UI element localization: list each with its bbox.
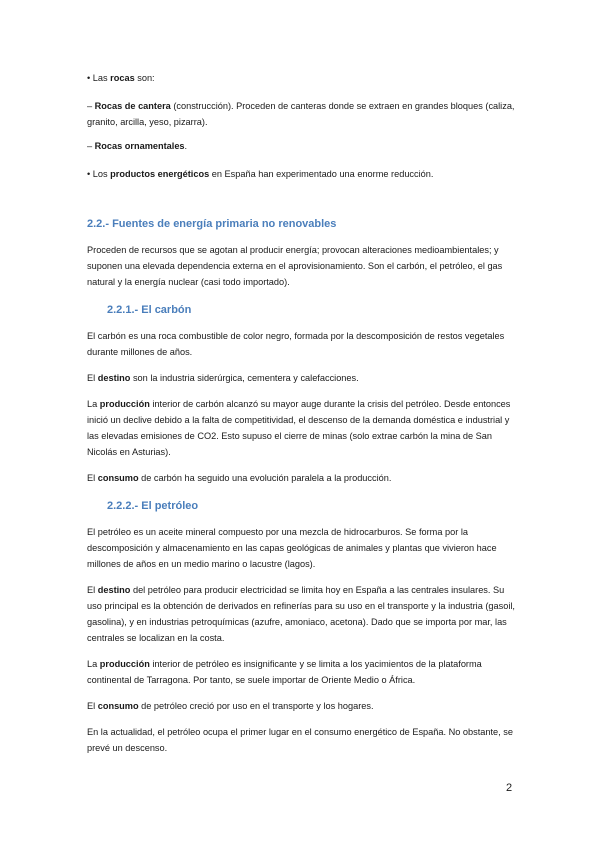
petroleo-paragraph-consumo: El consumo de petróleo creció por uso en el transporte y los hogares.	[87, 701, 374, 711]
bullet-productos-energeticos: • Los productos energéticos en España han experimentado una enorme reducción.	[87, 169, 434, 179]
petroleo-paragraph-produccion: La producción interior de petróleo es insignificante y se limita a los yacimientos de la plataforma continental de Tarragona. Por tanto, se suele importar de Oriente Medio o África.	[87, 659, 482, 685]
section-2-2-intro: Proceden de recursos que se agotan al producir energía; provocan alteraciones medioambientales; y suponen una elevada dependencia externa en el aprovisionamiento. Son el carbón, el petróleo, el gas natural y la energía nuclear (casi todo importado).	[87, 245, 503, 287]
section-heading-2-2-2: 2.2.2.- El petróleo	[107, 500, 199, 512]
page-number: 2	[506, 782, 513, 794]
carbon-paragraph-consumo: El consumo de carbón ha seguido una evolución paralela a la producción.	[87, 473, 392, 483]
section-heading-2-2-1: 2.2.1.- El carbón	[107, 304, 192, 316]
carbon-paragraph-1: El carbón es una roca combustible de color negro, formada por la descomposición de restos vegetales durante millones de años.	[87, 331, 505, 357]
bullet-icon: •	[87, 169, 91, 179]
item-rocas-ornamentales: – Rocas ornamentales.	[87, 141, 188, 151]
section-heading-2-2: 2.2.- Fuentes de energía primaria no renovables	[87, 218, 337, 230]
carbon-paragraph-destino: El destino son la industria siderúrgica, cementera y calefacciones.	[87, 373, 359, 383]
bullet-rocas: • Las rocas son:	[87, 73, 155, 83]
petroleo-paragraph-destino: El destino del petróleo para producir electricidad se limita hoy en España a las centrales insulares. Su uso principal es la obtención de derivados en refinerías para su uso en el transporte y la industria (gasoil, gasolina), y en industrias petroquímicas (azufre, amoniaco, acetona). Dado que se importa por mar, las centrales se localizan en la costa.	[87, 585, 515, 643]
item-rocas-cantera: – Rocas de cantera (construcción). Proceden de canteras donde se extraen en grandes bloques (caliza, granito, arcilla, yeso, pizarra).	[87, 101, 515, 127]
page-content	[87, 70, 519, 756]
bullet-icon: •	[87, 73, 91, 83]
petroleo-paragraph-1: El petróleo es un aceite mineral compuesto por una mezcla de hidrocarburos. Se forma por la descomposición y almacenamiento en las capas geológicas de animales y plantas que vivieron hace millones de años en un medio marino o lacustre (lagos).	[87, 527, 497, 569]
petroleo-paragraph-actualidad: En la actualidad, el petróleo ocupa el primer lugar en el consumo energético de España. No obstante, se prevé un descenso.	[87, 727, 513, 753]
carbon-paragraph-produccion: La producción interior de carbón alcanzó su mayor auge durante la crisis del petróleo. Desde entonces inició un declive debido a la falta de competitividad, el descenso de la demanda doméstica e industrial y las elevadas emisiones de CO2. Esto supuso el cierre de minas (solo extrae carbón la mina de San Nicolás en Asturias).	[87, 399, 511, 457]
